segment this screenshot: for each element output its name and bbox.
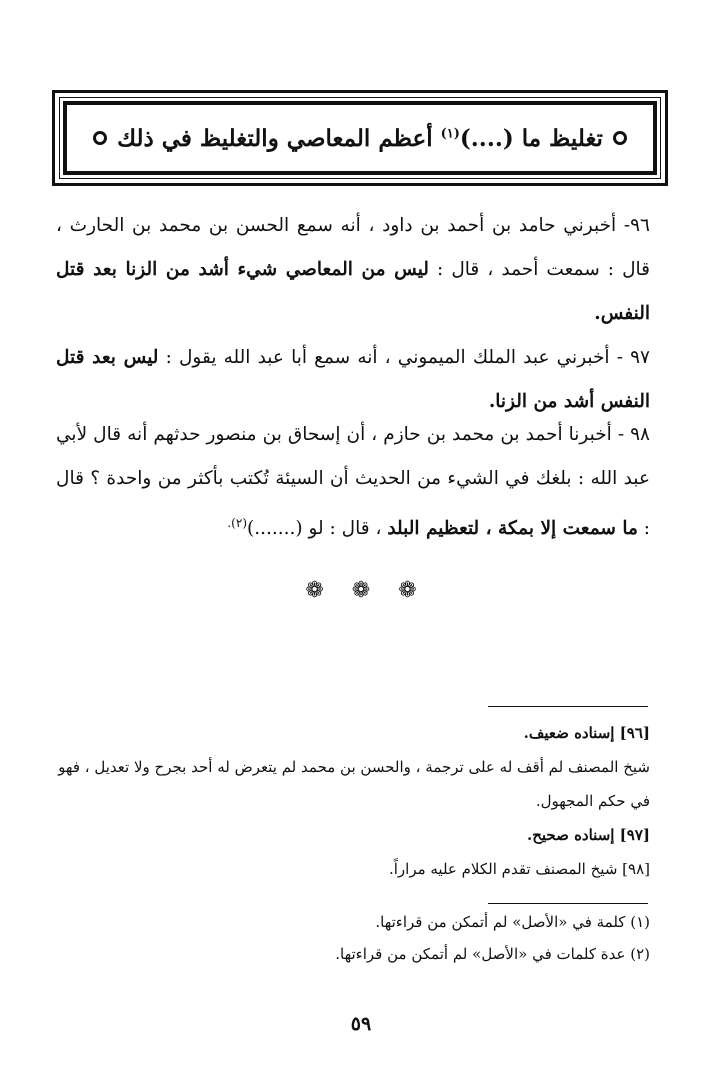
footnotes [50,906,650,970]
footnote-1: (١) كلمة في «الأصل» لم أتمكن من قراءتها. [375,913,650,931]
note-97-grade: [٩٧] إسناده صحيح. [527,826,650,844]
narration-97-chain: ٩٧ - أخبرني عبد الملك الميموني ، أنه سمع أبا عبد الله يقول : [165,347,650,368]
ring-ornament-right [613,131,627,145]
note-98-detail: [٩٨] شيخ المصنف تقدم الكلام عليه مراراً. [388,860,650,878]
notes-divider [488,706,648,707]
narration-97-text [56,336,650,424]
footnotes-divider [488,903,648,904]
chapter-title-start: تغليظ ما (....) [459,124,603,152]
narration-98-saying: ما سمعت إلا بمكة ، لتعظيم البلد [387,518,638,540]
editor-notes [50,716,650,886]
footnote-2: (٢) عدة كلمات في «الأصل» لم أتمكن من قراءتها. [335,945,650,963]
narration-96-text [56,204,650,336]
flower-ornament-icon: ❁ [398,578,417,603]
frame-core [63,101,657,175]
narration-96 [56,204,650,336]
flower-ornament-icon: ❁ [305,578,324,603]
narration-98 [56,413,650,551]
chapter-title-end: أعظم المعاصي والتغليظ في ذلك [117,124,433,152]
narration-96-saying: ليس من المعاصي شيء أشد من الزنا بعد قتل النفس. [56,259,650,324]
note-96-detail: شيخ المصنف لم أقف له على ترجمة ، والحسن بن محمد لم يتعرض له أحد بجرح ولا تعديل ، فهو في حكم المجهول. [58,758,650,810]
narration-98-continuation: ، قال : لو (.......) [247,518,382,540]
flower-ornament-icon: ❁ [351,578,371,603]
page-number: ٥٩ [350,1013,372,1035]
footnote-mark-1: (١) [440,125,460,141]
frame-inner [59,97,661,179]
note-96-grade: [٩٦] إسناده ضعيف. [523,724,650,742]
narration-96-chain: ٩٦- أخبرني حامد بن أحمد بن داود ، أنه سمع الحسن بن محمد بن الحارث ، قال : سمعت أحمد ، قال : [56,215,650,280]
narration-98-text [56,413,650,551]
chapter-heading-frame [52,90,668,186]
narration-97-saying: ليس بعد قتل النفس أشد من الزنا. [56,347,650,412]
footnote-mark-2: (٢). [227,516,247,530]
narration-98-chain: ٩٨ - أخبرنا أحمد بن محمد بن حازم ، أن إسحاق بن منصور حدثهم أنه قال لأبي عبد الله : بلغك في الشيء من الحديث أن السيئة تُكتب بأكثر من واحدة ؟ قال : [56,424,650,540]
section-separator [0,578,722,603]
chapter-title [117,125,603,152]
ring-ornament-left [93,131,107,145]
narration-97 [56,336,650,424]
